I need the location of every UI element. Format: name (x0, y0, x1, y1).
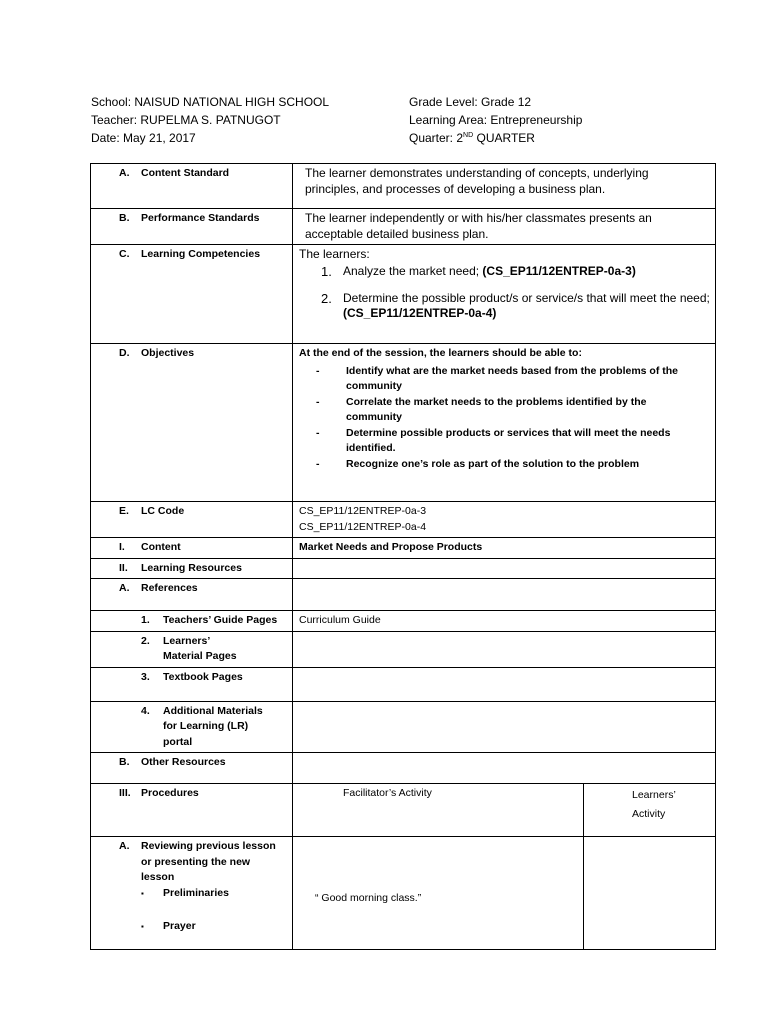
competency-item: 2. Determine the possible product/s or service/s that will meet the need; (CS_EP11/12ENTREP-0a-4) (321, 291, 710, 320)
greeting-text: “ Good morning class.” (315, 892, 422, 904)
textbook-cell (293, 667, 716, 701)
objectives-intro: At the end of the session, the learners should be able to: (299, 347, 582, 359)
header-left (91, 93, 329, 147)
row-content-standard (91, 164, 716, 209)
bullet-preliminaries: ▪ Preliminaries (141, 886, 229, 899)
teachers-guide-text: Curriculum Guide (293, 611, 716, 632)
objective-item: - Determine possible products or services that will meet the needs identified. (316, 426, 671, 454)
row-learning-competencies (91, 245, 716, 344)
lc-code-content (293, 502, 716, 538)
row-lc-code (91, 502, 716, 538)
reviewing-learners-cell (584, 837, 716, 950)
row-references (91, 579, 716, 611)
learning-area-line: Learning Area: Entrepreneurship (409, 113, 583, 127)
content-standard-label: A. Content Standard (91, 164, 293, 209)
row-performance-standards (91, 209, 716, 245)
content-standard-text: The learner demonstrates understanding of concepts, underlying principles, and processes of developing a business plan. (293, 164, 716, 209)
learning-resources-cell (293, 558, 716, 579)
performance-standards-text: The learner independently or with his/her classmates presents an acceptable detailed business plan. (293, 209, 716, 245)
header-right (409, 93, 582, 147)
learning-competencies-label: C. Learning Competencies (91, 245, 293, 344)
performance-standards-label: B. Performance Standards (91, 209, 293, 245)
competencies-list (299, 264, 711, 321)
learning-resources-label: II. Learning Resources (91, 558, 293, 579)
lc-code-1: CS_EP11/12ENTREP-0a-3 (299, 505, 427, 517)
teachers-guide-label: 1. Teachers’ Guide Pages (91, 611, 293, 632)
reviewing-facilitator-cell (293, 837, 584, 950)
references-cell (293, 579, 716, 611)
objective-item: - Recognize one’s role as part of the solution to the problem (316, 457, 640, 470)
row-reviewing (91, 837, 716, 950)
textbook-label: 3. Textbook Pages (91, 667, 293, 701)
row-procedures (91, 784, 716, 837)
lc-code-label: E. LC Code (91, 502, 293, 538)
learning-competencies-content (293, 245, 716, 344)
facilitator-activity-header: Facilitator’s Activity (293, 784, 584, 837)
quarter-line: Quarter: 2ND QUARTER (409, 131, 535, 145)
competencies-intro: The learners: (299, 247, 370, 261)
lesson-plan-table (90, 163, 716, 950)
objectives-content (293, 344, 716, 502)
references-label: A. References (91, 579, 293, 611)
additional-materials-cell (293, 701, 716, 753)
grade-level-line: Grade Level: Grade 12 (409, 95, 532, 109)
teacher-line: Teacher: RUPELMA S. PATNUGOT (91, 113, 281, 127)
bullet-prayer: ▪ Prayer (141, 920, 196, 932)
row-content (91, 538, 716, 559)
row-textbook (91, 667, 716, 701)
objectives-list (299, 364, 711, 473)
row-teachers-guide (91, 611, 716, 632)
content-text: Market Needs and Propose Products (293, 538, 716, 559)
lc-code-2: CS_EP11/12ENTREP-0a-4 (299, 520, 427, 533)
row-objectives (91, 344, 716, 502)
row-learning-resources (91, 558, 716, 579)
school-line: School: NAISUD NATIONAL HIGH SCHOOL (91, 95, 330, 109)
row-learners-material (91, 631, 716, 667)
objectives-label: D. Objectives (91, 344, 293, 502)
competency-item: 1. Analyze the market need; (CS_EP11/12ENTREP-0a-3) (321, 264, 636, 279)
date-line: Date: May 21, 2017 (91, 131, 196, 145)
objective-item: - Correlate the market needs to the problems identified by the community (316, 395, 647, 423)
learners-material-label: 2. Learners’ Material Pages (91, 631, 293, 667)
reviewing-label: A. Reviewing previous lesson or presenting the new lesson ▪ Preliminaries ▪ Prayer (91, 837, 293, 950)
other-resources-label: B. Other Resources (91, 753, 293, 784)
objective-item: - Identify what are the market needs based from the problems of the community (316, 364, 678, 392)
learners-activity-header: Learners’ Activity (584, 784, 716, 837)
row-additional-materials (91, 701, 716, 753)
procedures-label: III. Procedures (91, 784, 293, 837)
other-resources-cell (293, 753, 716, 784)
content-label: I. Content (91, 538, 293, 559)
row-other-resources (91, 753, 716, 784)
additional-materials-label: 4. Additional Materials for Learning (LR) portal (91, 701, 293, 753)
learners-material-cell (293, 631, 716, 667)
